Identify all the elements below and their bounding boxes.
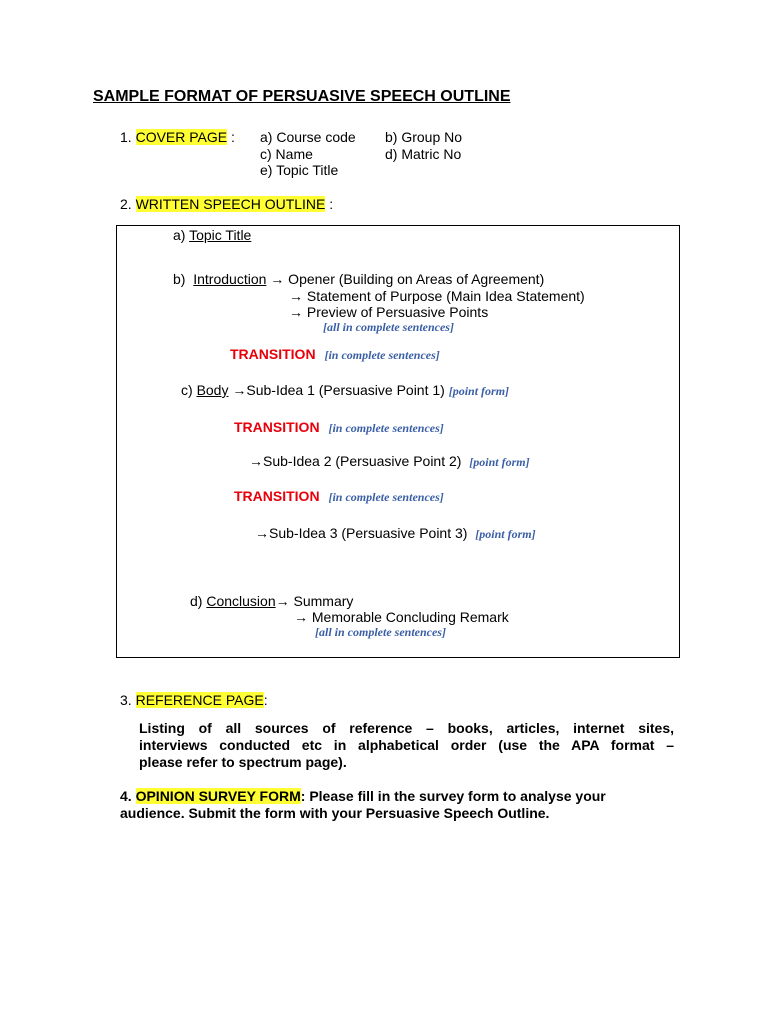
cover-page-label: COVER PAGE bbox=[135, 129, 228, 145]
cover-heading bbox=[120, 129, 235, 145]
transition-label: TRANSITION bbox=[230, 346, 316, 362]
reference-body bbox=[139, 720, 674, 771]
sub-idea-3-line bbox=[255, 525, 536, 542]
intro-prefix: b) bbox=[173, 271, 186, 287]
conclusion-line bbox=[190, 593, 353, 609]
cover-sep: : bbox=[231, 129, 235, 145]
body-label: Body bbox=[196, 382, 229, 398]
intro-opener: → Opener (Building on Areas of Agreement) bbox=[270, 271, 545, 287]
point-form-note: [point form] bbox=[448, 384, 510, 398]
reference-number: 3. bbox=[120, 692, 132, 708]
point-form-note: [point form] bbox=[475, 527, 536, 541]
transition-note: [in complete sentences] bbox=[328, 421, 444, 435]
reference-heading bbox=[120, 692, 268, 708]
reference-sep: : bbox=[263, 692, 268, 708]
survey-text: : Please fill in the survey form to analyse your bbox=[300, 788, 606, 804]
survey-line-2: audience. Submit the form with your Persuasive Speech Outline. bbox=[120, 805, 550, 821]
survey-number: 4. bbox=[120, 788, 132, 804]
transition-label: TRANSITION bbox=[234, 419, 320, 435]
conclusion-remark: → Memorable Concluding Remark bbox=[294, 609, 509, 625]
cover-item-c: c) Name bbox=[260, 146, 313, 162]
conclusion-prefix: d) bbox=[190, 593, 203, 609]
written-number: 2. bbox=[120, 196, 132, 212]
introduction-line bbox=[173, 271, 544, 287]
written-label: WRITTEN SPEECH OUTLINE bbox=[135, 196, 326, 212]
survey-label: OPINION SURVEY FORM bbox=[135, 788, 301, 804]
introduction-label: Introduction bbox=[193, 271, 267, 287]
sub-idea-3: →Sub-Idea 3 (Persuasive Point 3) bbox=[255, 525, 468, 541]
conclusion-summary: → Summary bbox=[275, 593, 354, 609]
reference-body-line: interviews conducted etc in alphabetical order (use the APA format – bbox=[139, 737, 674, 753]
written-sep: : bbox=[329, 196, 334, 212]
page-title: SAMPLE FORMAT OF PERSUASIVE SPEECH OUTLINE bbox=[93, 88, 511, 105]
sub-idea-2-line bbox=[249, 453, 530, 470]
intro-note: [all in complete sentences] bbox=[323, 320, 454, 334]
reference-body-line: please refer to spectrum page). bbox=[139, 754, 347, 770]
transition-2 bbox=[234, 419, 444, 437]
sub-idea-2: →Sub-Idea 2 (Persuasive Point 2) bbox=[249, 453, 462, 469]
survey-paragraph bbox=[120, 788, 660, 822]
conclusion-note: [all in complete sentences] bbox=[315, 625, 446, 639]
transition-3 bbox=[234, 488, 444, 506]
written-heading bbox=[120, 196, 333, 212]
reference-label: REFERENCE PAGE bbox=[135, 692, 264, 708]
body-prefix: c) bbox=[181, 382, 193, 398]
cover-item-a: a) Course code bbox=[260, 129, 356, 145]
intro-statement: → Statement of Purpose (Main Idea Statement) bbox=[289, 288, 585, 304]
point-form-note: [point form] bbox=[469, 455, 530, 469]
conclusion-label: Conclusion bbox=[206, 593, 276, 609]
transition-note: [in complete sentences] bbox=[328, 490, 444, 504]
cover-item-b: b) Group No bbox=[385, 129, 463, 145]
cover-item-d: d) Matric No bbox=[385, 146, 462, 162]
survey-line-1 bbox=[120, 788, 660, 805]
cover-item-e: e) Topic Title bbox=[260, 162, 339, 178]
topic-prefix: a) bbox=[173, 227, 186, 243]
transition-1 bbox=[230, 346, 440, 364]
topic-title-label: Topic Title bbox=[189, 227, 252, 243]
sub-idea-1: →Sub-Idea 1 (Persuasive Point 1) bbox=[232, 382, 445, 398]
transition-note: [in complete sentences] bbox=[324, 348, 440, 362]
topic-title-line bbox=[173, 227, 251, 243]
cover-number: 1. bbox=[120, 129, 132, 145]
reference-body-line: Listing of all sources of reference – books, articles, internet sites, bbox=[139, 720, 674, 736]
body-line bbox=[181, 382, 509, 399]
intro-preview: → Preview of Persuasive Points bbox=[289, 304, 489, 320]
transition-label: TRANSITION bbox=[234, 488, 320, 504]
